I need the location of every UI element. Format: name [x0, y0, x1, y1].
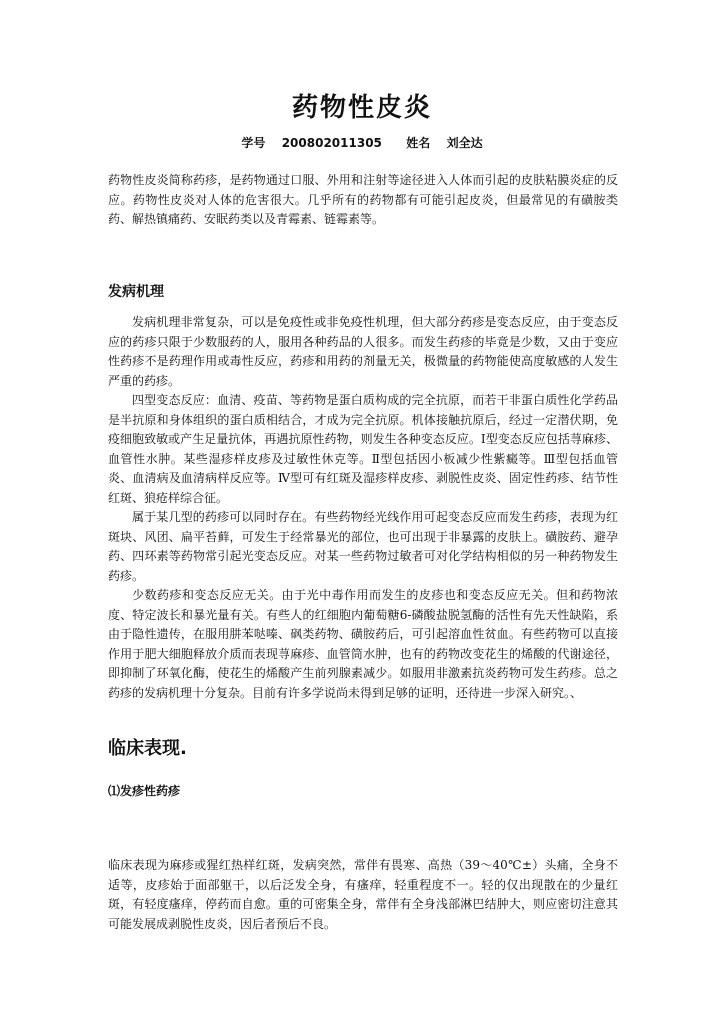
pathogenesis-body — [108, 313, 618, 703]
student-id: 200802011305 — [281, 136, 382, 150]
student-id-label: 学号 — [241, 136, 266, 150]
section-heading-clinical: 临床表现. — [108, 738, 187, 759]
intro-text: 药物性皮炎简称药疹，是药物通过口服、外用和注射等途径进入人体而引起的皮肤粘膜炎症的反应。药物性皮炎对人体的危害很大。几乎所有的药物都有可能引起皮炎，但最常见的有磺胺类药、解热镇痛药、安眠药类以及青霉素、链霉素等。 — [108, 173, 618, 226]
pathogenesis-paragraph: 发病机理非常复杂，可以是免疫性或非免疫性机理，但大部分药疹是变态反应，由于变态反应的药疹只限于少数服药的人，服用各种药品的人很多。而发生药疹的毕竟是少数，又由于变应性药疹不是药理作用或毒性反应，药疹和用药的剂量无关，极微量的药物能使高度敏感的人发生严重的药疹。 — [108, 315, 618, 388]
author-line — [0, 134, 724, 152]
intro-paragraph — [108, 171, 618, 230]
name-label: 姓名 — [406, 136, 431, 150]
clinical-paragraph: 临床表现为麻疹或猩红热样红斑，发病突然，常伴有畏寒、高热（39～40℃±）头痛，全身不适等，皮疹始于面部躯干，以后泛发全身，有瘙痒，轻重程度不一。轻的仅出现散在的少量红斑，有轻度瘙痒，停药而自愈。重的可密集全身，常伴有全身浅部淋巴结肿大，则应密切注意其可能发展成剥脱性皮炎，因后者预后不良。 — [108, 858, 618, 931]
section-heading-pathogenesis: 发病机理 — [108, 284, 164, 300]
pathogenesis-paragraph: 属于某几型的药疹可以同时存在。有些药物经光线作用可起变态反应而发生药疹，表现为红斑块、风团、扁平苔藓，可发生于经常暴光的部位，也可出现于非暴露的皮肤上。磺胺药、避孕药、四环素等药物常引起光变态反应。对某一些药物过敏者可对化学结构相似的另一种药物发生药疹。 — [108, 510, 618, 583]
pathogenesis-paragraph: 四型变态反应：血清、疫苗、等药物是蛋白质构成的完全抗原，而若干非蛋白质性化学药品是半抗原和身体组织的蛋白质相结合，才成为完全抗原。机体接触抗原后，经过一定潜伏期，免疫细胞致敏或产生足量抗体，再遇抗原性药物，则发生各种变态反应。Ⅰ型变态反应包括荨麻疹、血管性水肿。某些湿疹样皮疹及过敏性休克等。Ⅱ型包括因小板减少性紫癜等。Ⅲ型包括血管炎、血清病及血清病样反应等。Ⅳ型可有红斑及湿疹样皮疹、剥脱性皮炎、固定性药疹、结节性红斑、狼疮样综合征。 — [108, 393, 618, 505]
document-title: 药物性皮炎 — [291, 93, 432, 123]
clinical-body — [108, 856, 618, 934]
pathogenesis-paragraph: 少数药疹和变态反应无关。由于光中毒作用而发生的皮疹也和变态反应无关。但和药物浓度、特定波长和暴光量有关。有些人的红细胞内葡萄糖6-磷酸盐脱氢酶的活性有先天性缺陷，系由于隐性遗传，在服用肼苯哒嗪、砜类药物、磺胺药后，可引起溶血性贫血。有些药物可以直接作用于肥大细胞释放介质而表现荨麻疹、血管筒水肿，也有的药物改变花生的烯酸的代谢途径，即抑制了环氧化酶，使花生的烯酸产生前列腺素减少。如服用非激素抗炎药物可发生药疹。总之药疹的发病机理十分复杂。目前有许多学说尚未得到足够的证明，还待进一步深入研究。、 — [108, 588, 618, 700]
author-name: 刘全达 — [446, 136, 483, 150]
subheading-exanthematous: ⑴发疹性药疹 — [108, 784, 181, 798]
